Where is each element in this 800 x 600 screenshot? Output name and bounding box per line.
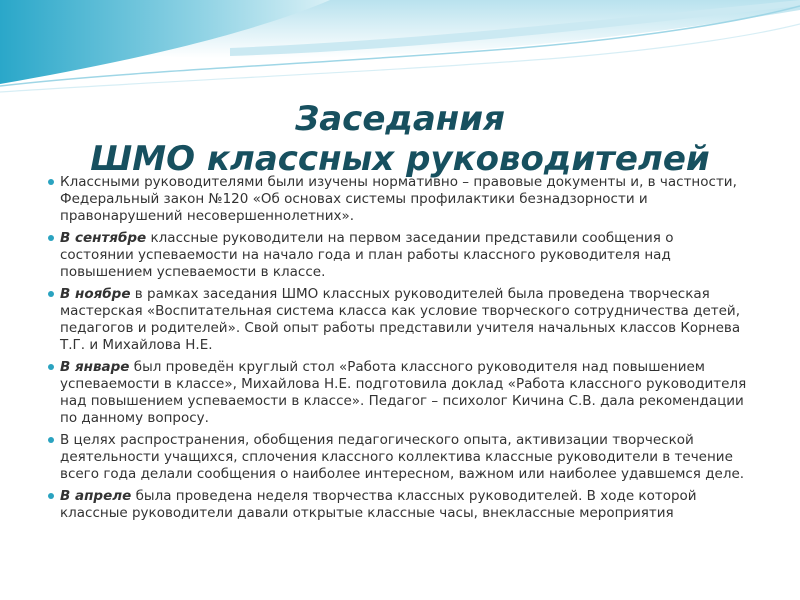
item-text: Классными руководителями были изучены нормативно – правовые документы и, в частности, Федеральный закон №120 «Об основах системы профилактики безнадзорности и правонарушений несовершеннолетних». [60,174,737,224]
list-item [48,432,748,483]
item-lead: В апреле [60,488,132,504]
bullet-icon [48,235,54,241]
list-item [48,174,748,225]
item-lead: В ноябре [60,286,131,302]
wave-decoration [0,0,800,100]
item-text: в рамках заседания ШМО классных руководителей была проведена творческая мастерская «Воспитательная система класса как условие творческого сотрудничества детей, педагогов и родителей». Свой опыт работы представили учителя начальных классов Корнева Т.Г. и Михайлова Н.Е. [60,286,741,353]
item-text: был проведён круглый стол «Работа классного руководителя над повышением успеваемости в классе», Михайлова Н.Е. подготовила доклад «Работа классного руководителя над повышением успеваемости в классе». Педагог – психолог Кичина С.В. дала рекомендации по данному вопросу. [60,359,747,426]
item-lead: В январе [60,359,130,375]
title-line-2: ШМО классных руководителей [90,138,710,179]
item-text: В целях распространения, обобщения педагогического опыта, активизации творческой деятельности учащихся, сплочения классного коллектива классные руководители в течение всего года делали сообщения о наиболее интересном, важном или наиболее удавшемся деле. [60,432,745,482]
bullet-list [48,174,748,527]
list-item [48,359,748,427]
bullet-icon [48,364,54,370]
bullet-icon [48,291,54,297]
item-text: классные руководители на первом заседании представили сообщения о состоянии успеваемости на начало года и план работы классного руководителя над повышением успеваемости в классе. [60,230,674,280]
bullet-icon [48,179,54,185]
list-item [48,286,748,354]
list-item [48,488,748,522]
item-lead: В сентябре [60,230,147,246]
list-item [48,230,748,281]
bullet-icon [48,437,54,443]
slide-title [0,99,800,179]
bullet-icon [48,493,54,499]
item-text: была проведена неделя творчества классных руководителей. В ходе которой классные руководители давали открытые классные часы, внеклассные мероприятия [60,488,697,521]
title-line-1: Заседания [295,98,505,139]
